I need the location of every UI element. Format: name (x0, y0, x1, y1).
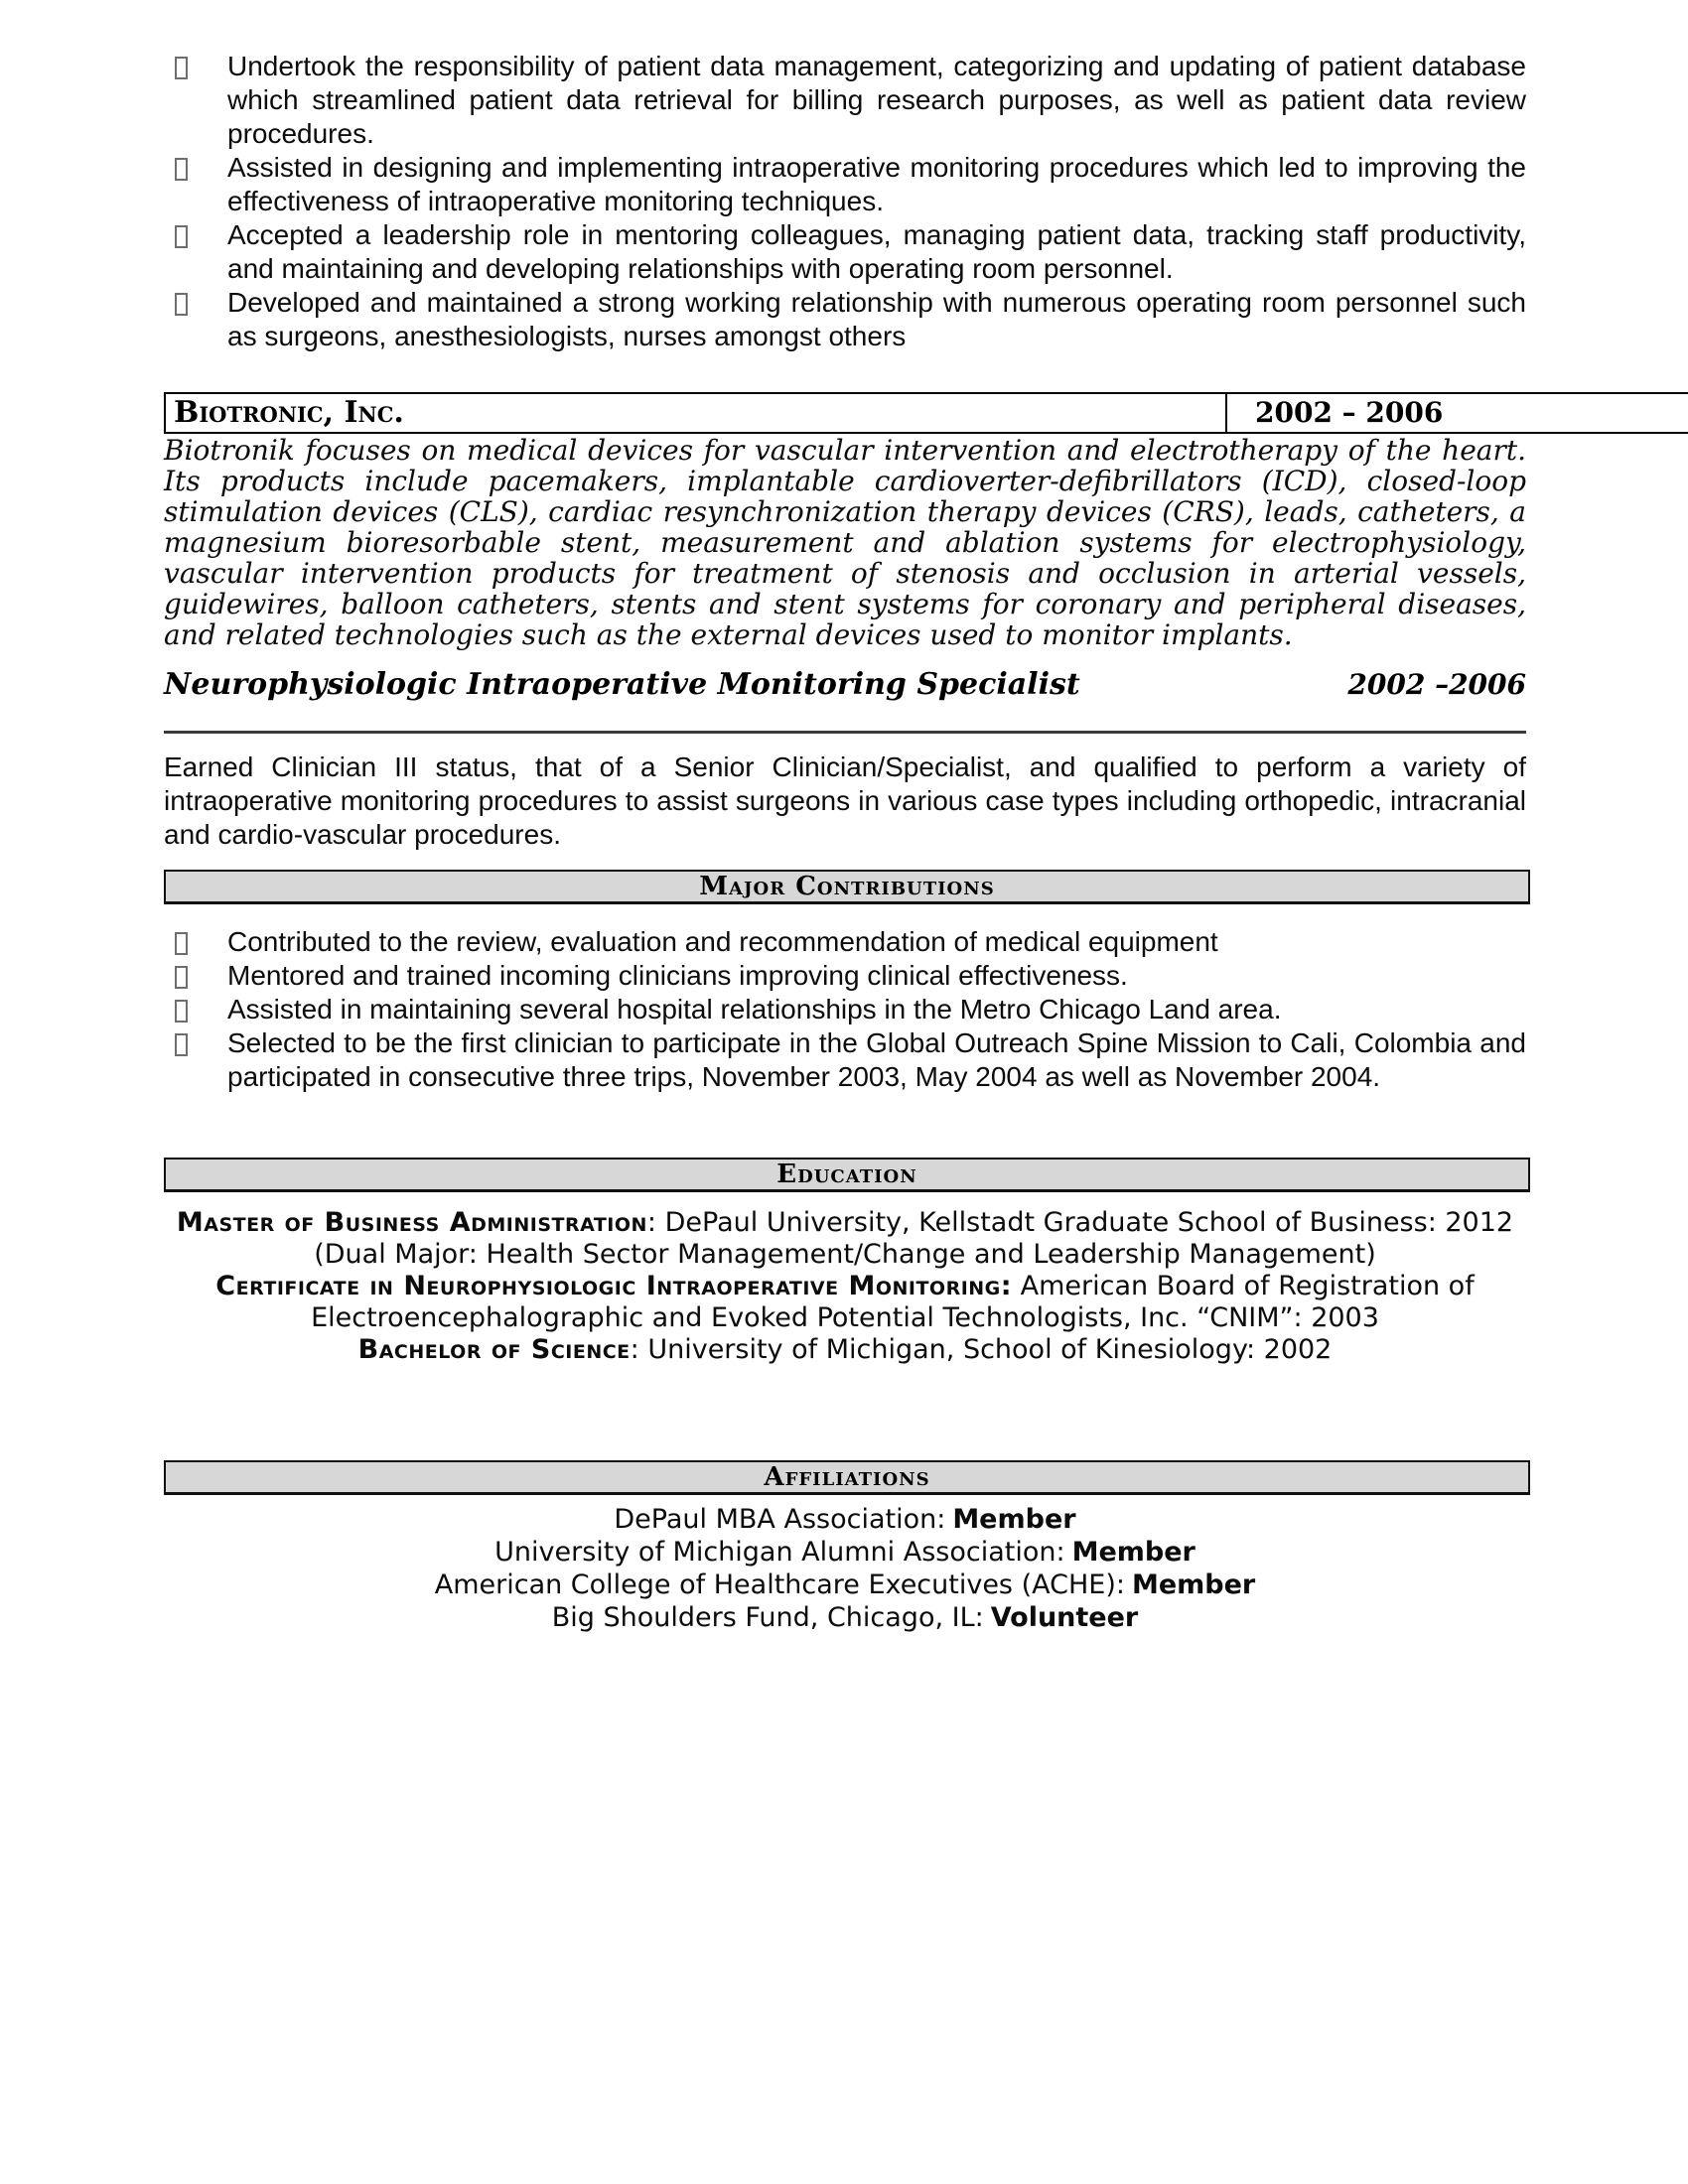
education-entry-subline: (Dual Major: Health Sector Management/Change and Leadership Management) (314, 1239, 1376, 1270)
employer-header-row (165, 393, 1688, 433)
employer-header-table (164, 392, 1688, 434)
affiliations-block (164, 1503, 1526, 1634)
bullet-marker-icon (175, 225, 188, 248)
affiliation-role: Member (1071, 1537, 1196, 1568)
bullet-marker-icon (175, 1000, 188, 1023)
affiliation-item (164, 1601, 1526, 1634)
experience-bullet-list (164, 50, 1526, 353)
affiliation-org: University of Michigan Alumni Association: (494, 1537, 1065, 1568)
bullet-item (164, 286, 1526, 353)
bullet-marker-icon (175, 932, 188, 955)
bullet-marker-icon (175, 158, 188, 181)
education-entry (164, 1207, 1526, 1239)
education-entry (164, 1271, 1526, 1334)
affiliation-org: Big Shoulders Fund, Chicago, IL: (551, 1602, 984, 1633)
section-header-affiliations (164, 1460, 1530, 1495)
bullet-text: Undertook the responsibility of patient data management, categorizing and updating of patient database which streamlined patient data retrieval for billing research purposes, as well as patient data review procedures. (227, 51, 1526, 149)
degree-detail: : University of Michigan, School of Kinesiology: 2002 (630, 1334, 1333, 1365)
bullet-marker-icon (175, 57, 188, 79)
section-header-label: Affiliations (764, 1462, 930, 1492)
degree-detail: American Board of Registration of Electroencephalographic and Evoked Potential Technologists, Inc. “CNIM”: 2003 (311, 1271, 1475, 1333)
bullet-text: Developed and maintained a strong working relationship with numerous operating room personnel such as surgeons, anesthesiologists, nurses amongst others (227, 287, 1526, 351)
bullet-item (164, 925, 1526, 959)
section-header-education (164, 1158, 1530, 1192)
bullet-marker-icon (175, 1033, 188, 1056)
bullet-item (164, 959, 1526, 993)
section-header-major-contributions (164, 870, 1530, 904)
bullet-item (164, 151, 1526, 218)
affiliation-item (164, 1569, 1526, 1601)
bullet-text: Assisted in maintaining several hospital relationships in the Metro Chicago Land area. (227, 994, 1282, 1024)
bullet-text: Selected to be the first clinician to participate in the Global Outreach Spine Mission to Cali, Colombia and participated in consecutive three trips, November 2003, May 2004 as well as November 2004. (227, 1027, 1526, 1092)
bullet-text: Mentored and trained incoming clinicians improving clinical effectiveness. (227, 960, 1128, 991)
employer-dates: 2002 – 2006 (1226, 393, 1688, 433)
bullet-text: Contributed to the review, evaluation and recommendation of medical equipment (227, 926, 1218, 957)
degree-label: Master of Business Administration (176, 1207, 647, 1238)
bullet-text: Assisted in designing and implementing intraoperative monitoring procedures which led to improving the effectiveness of intraoperative monitoring techniques. (227, 152, 1526, 216)
bullet-item (164, 50, 1526, 151)
section-header-label: Education (776, 1160, 917, 1189)
bullet-text: Accepted a leadership role in mentoring colleagues, managing patient data, tracking staff productivity, and maintaining and developing relationships with operating room personnel. (227, 219, 1526, 284)
role-title: Neurophysiologic Intraoperative Monitoring Specialist (164, 667, 1080, 702)
degree-label: Bachelor of Science (357, 1334, 631, 1365)
affiliation-org: DePaul MBA Association: (614, 1504, 946, 1535)
affiliation-org: American College of Healthcare Executives (ACHE): (434, 1570, 1125, 1600)
affiliation-role: Volunteer (990, 1602, 1139, 1633)
degree-label: Certificate in Neurophysiologic Intraoperative Monitoring: (215, 1271, 1013, 1301)
role-title-row (164, 667, 1526, 702)
education-entry (164, 1334, 1526, 1366)
bullet-marker-icon (175, 293, 188, 316)
bullet-item (164, 993, 1526, 1026)
major-contributions-bullet-list (164, 925, 1526, 1094)
affiliation-role: Member (952, 1504, 1076, 1535)
bullet-item (164, 218, 1526, 286)
education-block (164, 1207, 1526, 1366)
company-description: Biotronik focuses on medical devices for vascular intervention and electrotherapy of the heart. Its products include pacemakers, implantable cardioverter-defibrillators (ICD), closed-loop stimulation devices (CLS), cardiac resynchronization therapy devices (CRS), leads, catheters, a magnesium bioresorbable stent, measurement and ablation systems for electrophysiology, vascular intervention products for treatment of stenosis and occlusion in arterial vessels, guidewires, balloon catheters, stents and stent systems for coronary and peripheral diseases, and related technologies such as the external devices used to monitor implants. (164, 434, 1526, 651)
affiliation-role: Member (1131, 1570, 1256, 1600)
bullet-item (164, 1026, 1526, 1094)
degree-detail: : DePaul University, Kellstadt Graduate School of Business: 2012 (646, 1207, 1514, 1238)
affiliation-item (164, 1503, 1526, 1536)
section-header-label: Major Contributions (699, 872, 995, 901)
bullet-marker-icon (175, 966, 188, 989)
role-summary: Earned Clinician III status, that of a Senior Clinician/Specialist, and qualified to perform a variety of intraoperative monitoring procedures to assist surgeons in various case types including orthopedic, intracranial and cardio-vascular procedures. (164, 751, 1526, 850)
horizontal-rule (164, 731, 1526, 734)
employer-name: Biotronic, Inc. (165, 393, 1226, 433)
affiliation-item (164, 1536, 1526, 1569)
role-dates: 2002 –2006 (1347, 668, 1526, 701)
